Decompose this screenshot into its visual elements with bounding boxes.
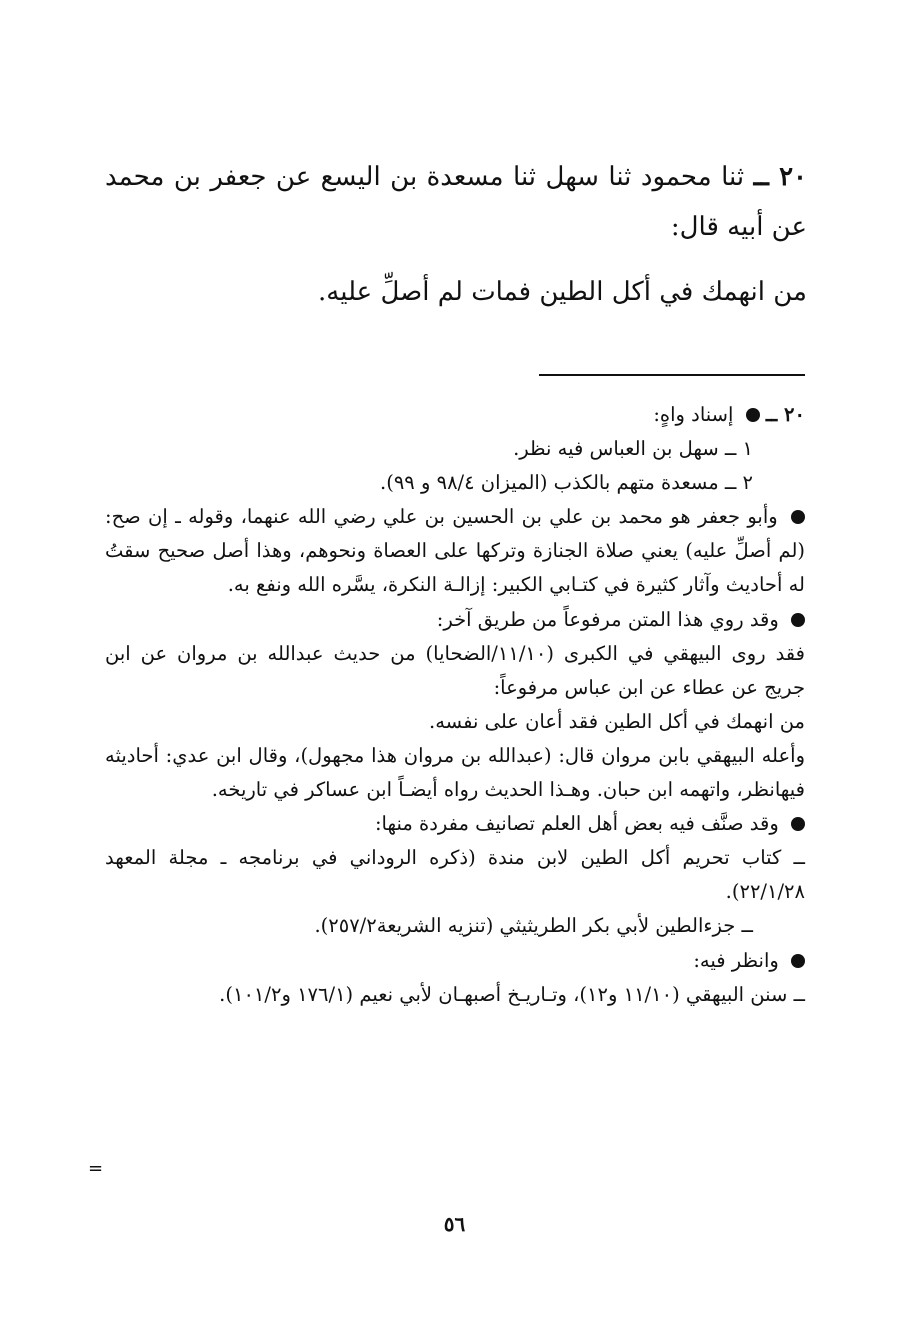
- footnote-paragraph-2-quote: من انهمك في أكل الطين فقد أعان على نفسه.: [429, 709, 805, 733]
- footnote-divider: [539, 374, 805, 376]
- footnote-paragraph-2-body: فقد روى البيهقي في الكبرى (١١/١٠/الضحايا) من حديث عبدالله بن مروان عن ابن جريج عن عطاء عن ابن عباس مرفوعاً:: [105, 641, 805, 699]
- footnote-number: ٢٠ ــ: [765, 403, 805, 426]
- footnote-paragraph-4-lead: [105, 944, 805, 978]
- footnote-paragraph-4-item-1: ــ سنن البيهقي (١١/١٠ و١٢)، وتـاريـخ أصبهـان لأبي نعيم (١٧٦/١ و١٠١/٢).: [219, 982, 805, 1006]
- footnote-paragraph-3-lead-text: وقد صنَّف فيه بعض أهل العلم تصانيف مفردة منها:: [374, 812, 779, 836]
- bullet-icon: [791, 954, 805, 968]
- footnote-paragraph-2-lead: [105, 603, 805, 637]
- bullet-icon: [791, 817, 805, 831]
- hadith-isnad-line: [105, 152, 807, 252]
- continuation-mark: =: [88, 1158, 104, 1179]
- footnote-item-1: ١ ــ سهل بن العباس فيه نظر.: [513, 437, 753, 461]
- footnotes: [105, 398, 805, 1012]
- footnote-item-2: ٢ ــ مسعدة متهم بالكذب (الميزان ٩٨/٤ و ٩٩).: [380, 471, 753, 495]
- footnote-paragraph-3-item-1: ــ كتاب تحريم أكل الطين لابن مندة (ذكره الروداني في برنامجه ـ مجلة المعهد ٢٢/١/٢٨).: [105, 846, 805, 904]
- bullet-icon: [746, 408, 760, 422]
- hadith-isnad: ثنا محمود ثنا سهل ثنا مسعدة بن اليسع عن جعفر بن محمد عن أبيه قال:: [105, 162, 807, 242]
- footnote-paragraph-2-tail: وأعله البيهقي بابن مروان قال: (عبدالله بن مروان هذا مجهول)، وقال ابن عدي: أحاديثه فيهانظر، واتهمه ابن حبان. وهـذا الحديث رواه أيضـاً ابن عساكر في تاريخه.: [105, 743, 805, 802]
- footnote-header: [105, 398, 805, 432]
- footnote-paragraph-3-item-2: ــ جزءالطين لأبي بكر الطريثيثي (تنزيه الشريعة٢٥٧/٢).: [314, 914, 753, 938]
- hadith-number: ٢٠ ــ: [753, 162, 807, 192]
- footnote-paragraph-4-lead-text: وانظر فيه:: [693, 948, 779, 972]
- footnote-paragraph-3-lead: [105, 807, 805, 841]
- hadith-matn: من انهمك في أكل الطين فمات لم أصلِّ عليه.: [318, 277, 807, 307]
- bullet-icon: [791, 510, 805, 524]
- footnote-paragraph-1: [105, 500, 805, 602]
- footnote-header-text: إسناد واهٍ:: [653, 403, 734, 426]
- footnote-paragraph-2-lead-text: وقد روي هذا المتن مرفوعاً من طريق آخر:: [436, 607, 779, 631]
- page-number: ٥٦: [443, 1212, 466, 1236]
- main-hadith: [105, 152, 807, 316]
- footnote-paragraph-1-text: وأبو جعفر هو محمد بن علي بن الحسين بن علي رضي الله عنهما، وقوله ـ إن صح: (لم أصلِّ عليه) يعني صلاة الجنازة وتركها على العصاة ونحوهم، وهذا أصل صحيح سقتُ له أحاديث وآثار كثيرة في كتـابي الكبير: إزالـة النكرة، يسَّره الله ونفع به.: [105, 505, 805, 597]
- bullet-icon: [791, 613, 805, 627]
